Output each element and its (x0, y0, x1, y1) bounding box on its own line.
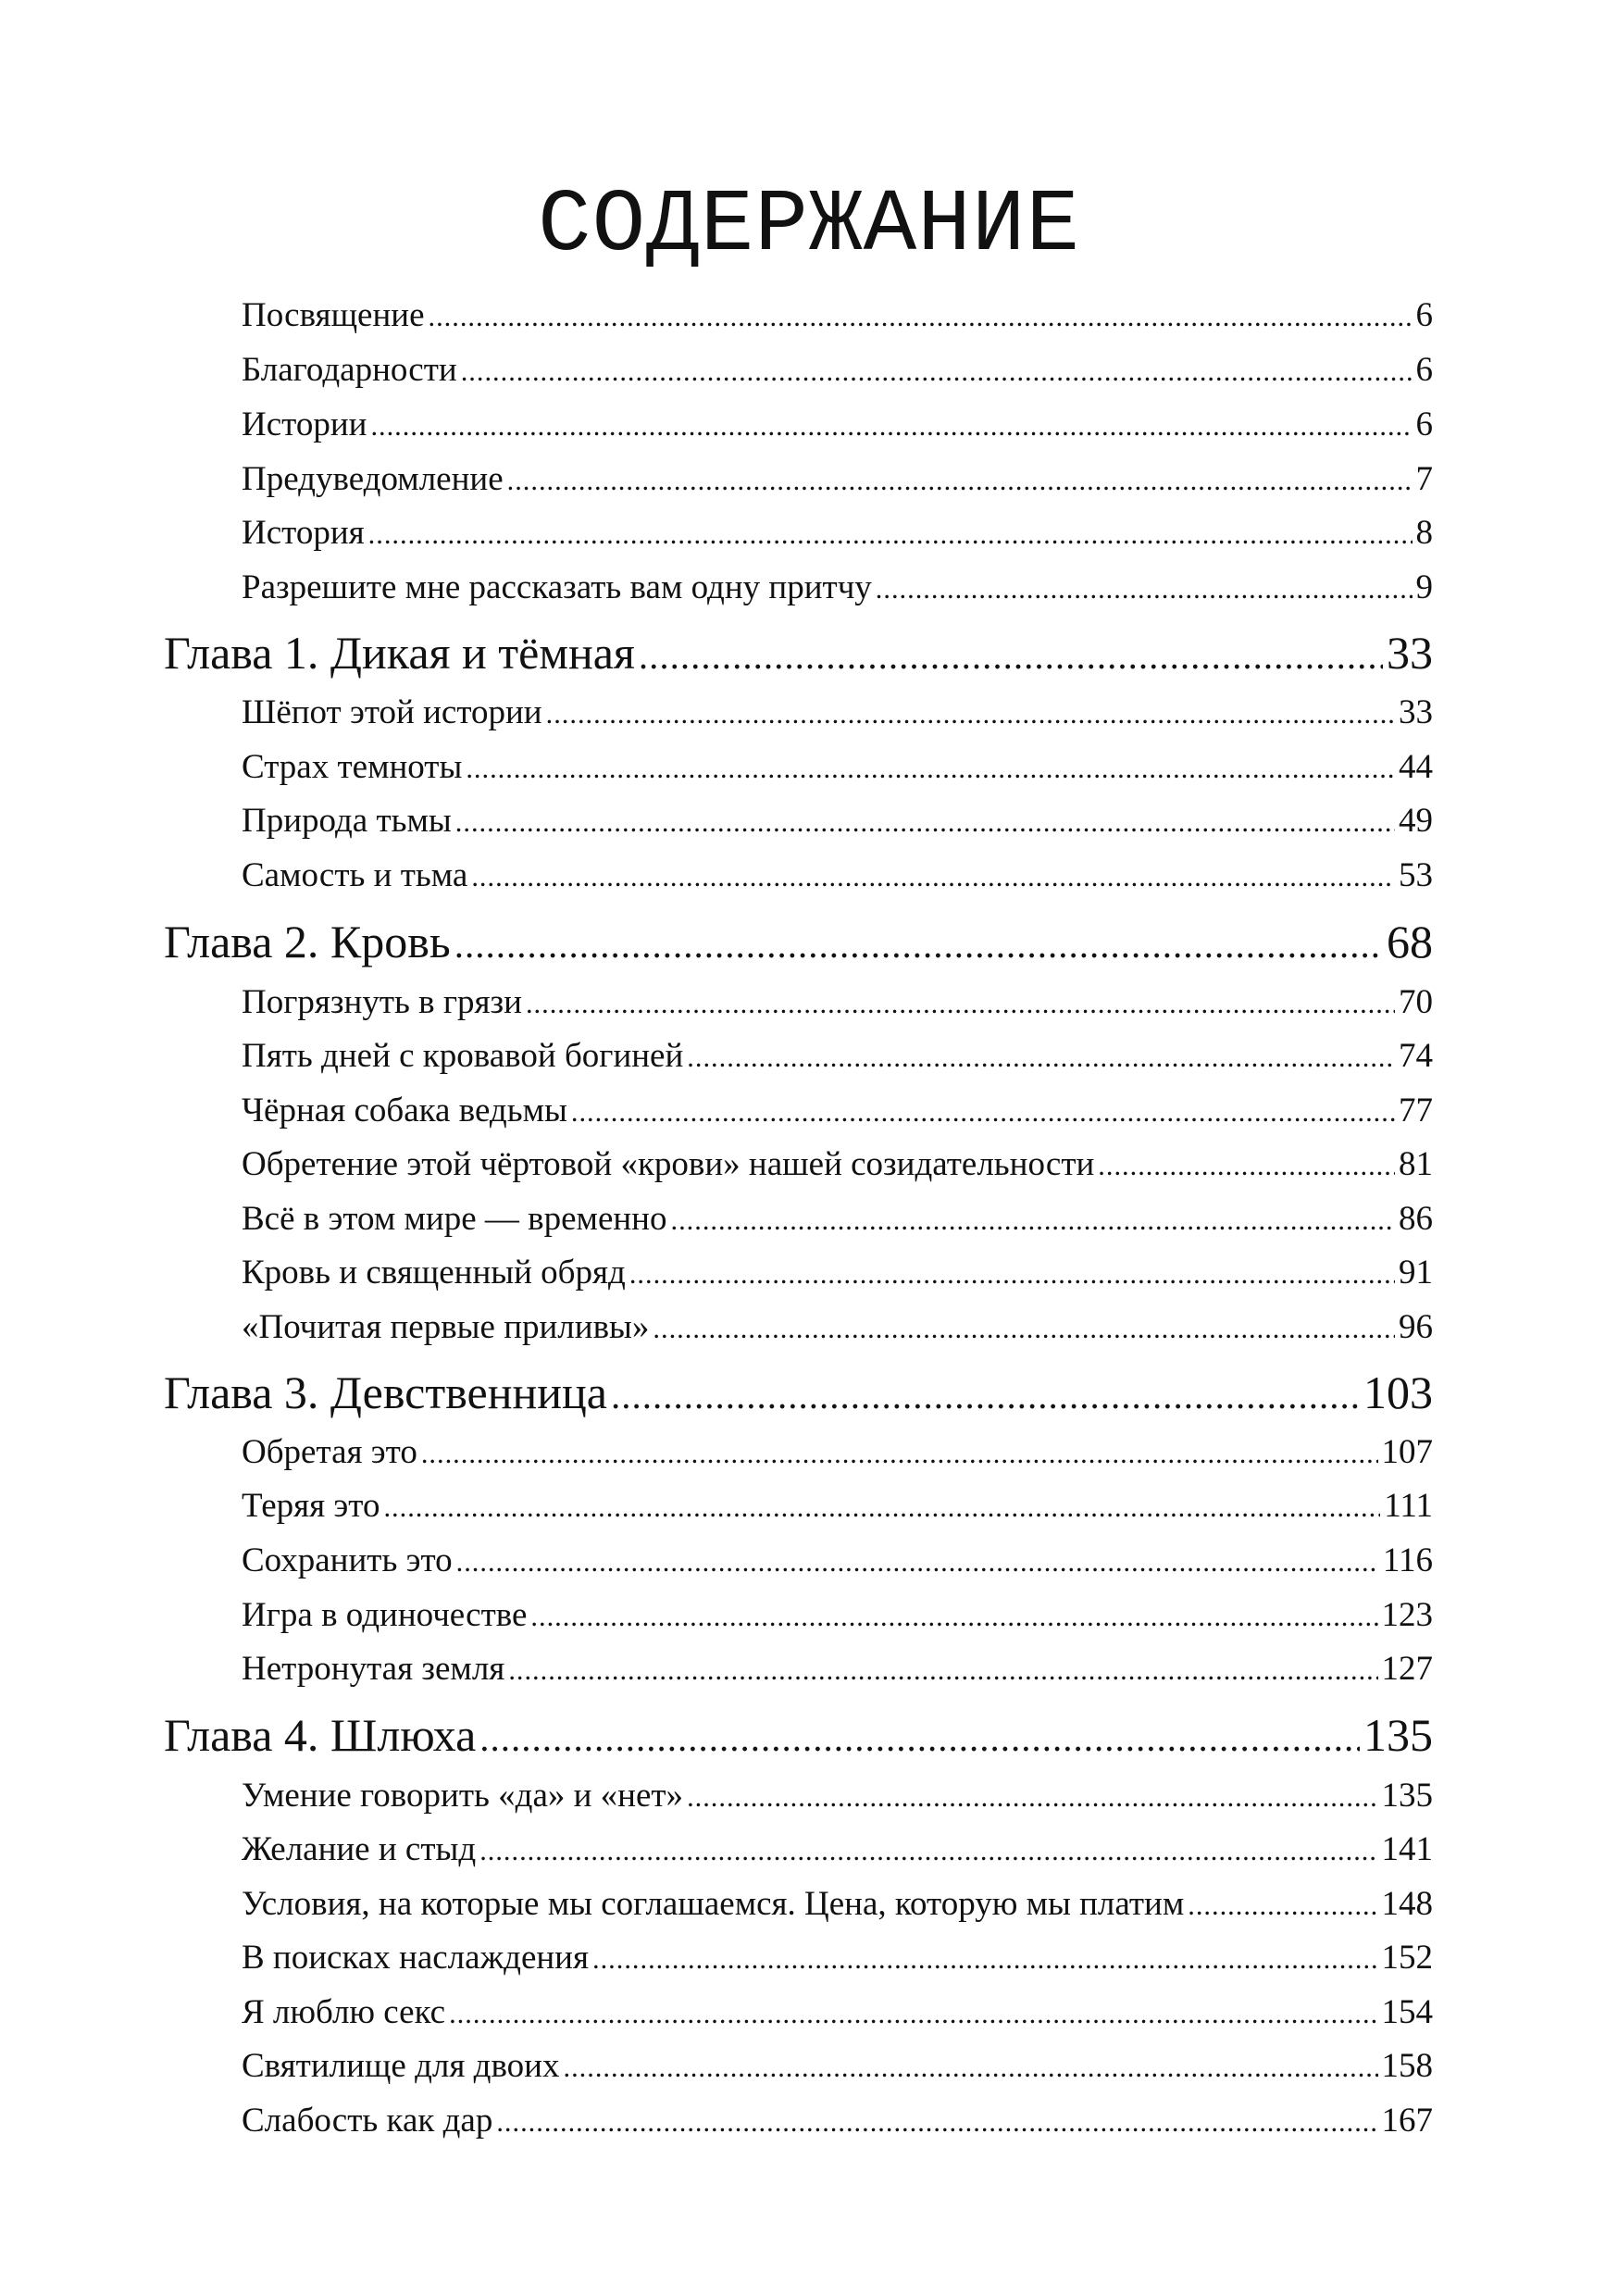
dot-leader (639, 637, 1383, 675)
dot-leader (670, 1206, 1395, 1234)
dot-leader (563, 2053, 1377, 2081)
toc-entry-label: Шёпот этой истории (242, 693, 542, 731)
dot-leader (546, 700, 1395, 728)
dot-leader (370, 412, 1412, 440)
dot-leader (455, 808, 1395, 836)
dot-leader (466, 755, 1395, 782)
toc-entry-label: Разрешите мне рассказать вам одну притчу (242, 568, 872, 606)
dot-leader (421, 1440, 1378, 1467)
toc-entry-page: 167 (1381, 2102, 1433, 2140)
toc-entry-page: 74 (1399, 1037, 1433, 1075)
toc-entry (242, 1310, 1433, 1344)
toc-entry-page: 158 (1381, 2047, 1433, 2085)
dot-leader (429, 303, 1413, 331)
toc-entry-label: Истории (242, 406, 367, 443)
toc-entry-label: Благодарности (242, 351, 457, 389)
dot-leader (687, 1783, 1377, 1811)
toc-entry-label: В поисках наслаждения (242, 1939, 590, 1977)
toc-entry-page: 86 (1399, 1200, 1433, 1238)
toc-entry-label: Я люблю секс (242, 1993, 446, 2031)
dot-leader (629, 1260, 1395, 1288)
toc-entry (242, 2049, 1433, 2083)
toc-entry-label: Пять дней с кровавой богиней (242, 1037, 684, 1075)
toc-entry-page: 111 (1384, 1487, 1433, 1525)
toc-entry-label: Нетронутая земля (242, 1650, 505, 1688)
toc-entry-label: Теряя это (242, 1487, 380, 1525)
dot-leader (611, 1377, 1360, 1415)
toc-entry (242, 570, 1433, 605)
toc-entry-label: Посвящение (242, 296, 425, 334)
toc-entry (242, 1543, 1433, 1578)
toc-chapter-page: 68 (1387, 916, 1433, 967)
toc-entry-page: 154 (1381, 1993, 1433, 2031)
dot-leader (479, 1837, 1377, 1865)
toc-entry (242, 985, 1433, 1019)
toc-chapter-label: Глава 1. Дикая и тёмная (164, 627, 635, 679)
toc-entry (242, 1255, 1433, 1290)
dot-leader (496, 2108, 1377, 2136)
toc-entry (242, 462, 1433, 496)
toc-entry (242, 1147, 1433, 1181)
toc-entry-page: 49 (1399, 802, 1433, 840)
toc-chapter (164, 1709, 1433, 1761)
toc-entry (242, 1887, 1433, 1921)
toc-entry-label: Святилище для двоих (242, 2047, 560, 2085)
dot-leader (507, 467, 1413, 494)
toc-entry-page: 81 (1399, 1145, 1433, 1183)
dot-leader (449, 2000, 1377, 2028)
toc-entry-page: 152 (1381, 1939, 1433, 1977)
toc-entry-page: 127 (1381, 1650, 1433, 1688)
toc-entry-label: Предуведомление (242, 460, 504, 498)
toc-entry-page: 8 (1415, 514, 1433, 552)
dot-leader (508, 1656, 1377, 1684)
toc-chapter (164, 918, 1433, 965)
dot-leader (456, 1548, 1379, 1576)
toc-entry-page: 107 (1381, 1433, 1433, 1471)
toc-entry-page: 148 (1381, 1885, 1433, 1923)
toc-entry (242, 1435, 1433, 1469)
toc-entry (242, 298, 1433, 332)
toc-entry-label: Кровь и священный обряд (242, 1254, 626, 1292)
toc-entry-label: Чёрная собака ведьмы (242, 1092, 567, 1129)
toc-entry-page: 123 (1381, 1596, 1433, 1634)
dot-leader (454, 926, 1383, 964)
dot-leader (592, 1945, 1377, 1973)
toc-entry-page: 96 (1399, 1308, 1433, 1346)
toc-entry (242, 1039, 1433, 1073)
toc-entry-label: Погрязнуть в грязи (242, 983, 522, 1021)
toc-entry (242, 407, 1433, 442)
toc-entry-label: Желание и стыд (242, 1830, 477, 1868)
toc-entry-page: 7 (1415, 460, 1433, 498)
toc-entry-label: Сохранить это (242, 1541, 453, 1579)
toc-chapter-label: Глава 4. Шлюха (164, 1709, 477, 1761)
toc-entry-page: 135 (1381, 1777, 1433, 1815)
dot-leader (876, 575, 1413, 603)
toc-entry-page: 44 (1399, 748, 1433, 786)
toc-entry-label: Самость и тьма (242, 856, 468, 894)
toc-entry-label: Игра в одиночестве (242, 1596, 528, 1634)
toc-entry-label: История (242, 514, 365, 552)
toc-entry (242, 1202, 1433, 1236)
toc-entry-page: 141 (1381, 1830, 1433, 1868)
toc-entry-page: 9 (1415, 568, 1433, 606)
toc-entry-label: Природа тьмы (242, 802, 452, 840)
dot-leader (479, 1719, 1360, 1757)
toc-chapter (164, 1366, 1433, 1418)
toc-entry-label: Умение говорить «да» и «нет» (242, 1777, 684, 1815)
toc-entry (242, 516, 1433, 550)
dot-leader (653, 1315, 1395, 1342)
dot-leader (526, 990, 1395, 1017)
toc-entry (242, 1778, 1433, 1813)
toc-entry (242, 750, 1433, 784)
dot-leader (461, 357, 1413, 385)
toc-entry-page: 70 (1399, 983, 1433, 1021)
toc-entry (242, 1995, 1433, 2029)
toc-entry-label: Обретая это (242, 1433, 417, 1471)
dot-leader (1188, 1891, 1377, 1919)
dot-leader (368, 520, 1413, 548)
dot-leader (687, 1043, 1395, 1071)
toc-entry-label: Слабость как дар (242, 2102, 493, 2140)
toc-entry-page: 53 (1399, 856, 1433, 894)
toc-chapter-label: Глава 2. Кровь (164, 916, 451, 967)
toc-entry-label: Страх темноты (242, 748, 463, 786)
toc-entry (242, 804, 1433, 838)
toc-entry-label: «Почитая первые приливы» (242, 1308, 650, 1346)
toc-entry (242, 1940, 1433, 1975)
toc-entry (242, 858, 1433, 892)
toc-entry-page: 6 (1415, 351, 1433, 389)
toc-entry-label: Всё в этом мире — временно (242, 1200, 667, 1238)
toc-entry-page: 116 (1382, 1541, 1433, 1579)
toc-chapter-page: 135 (1363, 1709, 1433, 1761)
toc-entry-page: 6 (1415, 296, 1433, 334)
toc-chapter-page: 103 (1363, 1366, 1433, 1418)
toc-chapter (164, 627, 1433, 679)
page-title: СОДЕРЖАНИЕ (537, 175, 1081, 276)
toc-entry-label: Обретение этой чёртовой «крови» нашей созидательности (242, 1145, 1095, 1183)
toc-entry (242, 1598, 1433, 1632)
toc-chapter-page: 33 (1387, 627, 1433, 679)
dot-leader (571, 1098, 1395, 1126)
toc-entry (242, 1093, 1433, 1128)
dot-leader (383, 1493, 1380, 1521)
dot-leader (1098, 1152, 1395, 1179)
toc-entry (242, 1832, 1433, 1866)
toc-entry-page: 6 (1415, 406, 1433, 443)
dot-leader (530, 1603, 1377, 1630)
toc-entry-page: 33 (1399, 693, 1433, 731)
toc-entry (242, 2103, 1433, 2138)
dot-leader (471, 863, 1395, 891)
toc-entry-label: Условия, на которые мы соглашаемся. Цена, которую мы платим (242, 1885, 1185, 1923)
toc-entry (242, 695, 1433, 730)
toc-entry-page: 77 (1399, 1092, 1433, 1129)
toc-entry (242, 1489, 1433, 1523)
toc-entry (242, 1652, 1433, 1686)
toc-entry (242, 353, 1433, 387)
toc-entry-page: 91 (1399, 1254, 1433, 1292)
toc-chapter-label: Глава 3. Девственница (164, 1366, 607, 1418)
